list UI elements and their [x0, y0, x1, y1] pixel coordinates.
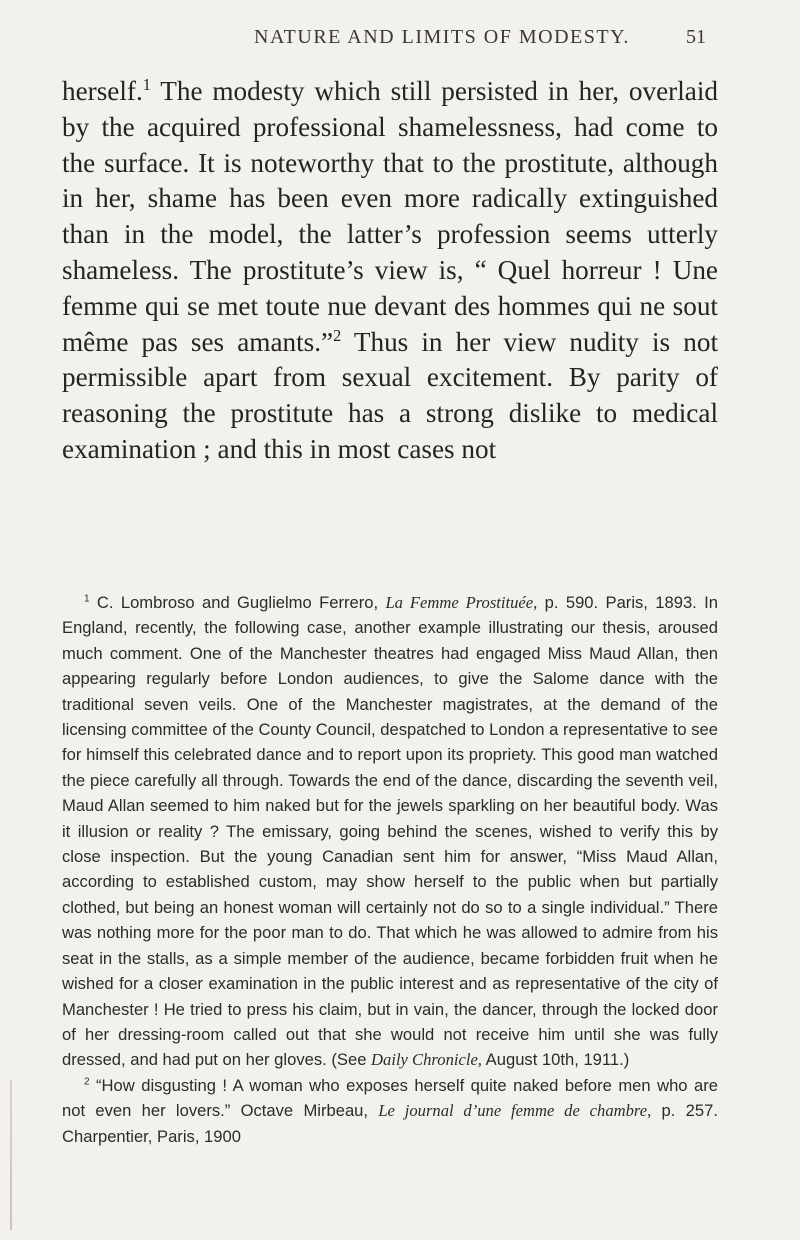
footnote-1-book-title: La Femme Prostituée,: [385, 593, 538, 612]
footnote-1-text-b: p. 590. Paris, 1893. In England, recently, the following case, another example illustrating our thesis, aroused much comment. One of the Manchester theatres had engaged Miss Maud Allan, then appearing regularly before London audiences, to give the Salome dance with the traditional seven veils. One of the Manchester magistrates, at the demand of the licensing committee of the County Council, despatched to London a representative to see for himself this celebrated dance and to report upon its propriety. This good man watched the piece carefully all through. Towards the end of the dance, discarding the seventh veil, Maud Allan seemed to him naked but for the jewels sparkling on her beautiful body. Was it illusion or reality ? The emissary, going behind the scenes, wished to verify this by close inspection. But the young Canadian sent him for answer, “Miss Maud Allan, according to established custom, may show herself to the public when but partially clothed, but being an honest woman will certainly not do so to a single individual.” There was nothing more for the poor man to do. That which he was allowed to admire from his seat in the stalls, as a simple member of the audience, became forbidden fruit when he wished for a closer examination in the public interest and as representative of the city of Manchester ! He tried to press his claim, but in vain, the dancer, through the locked door of her dressing-room called out that she would not receive him until she was fully dressed, and had put on her gloves. (See: [62, 593, 718, 1070]
footnote-1-mark: 1: [84, 593, 90, 605]
body-text-middle: The modesty which still persisted in her, overlaid by the acquired professional shamelessness, had come to the surface. It is noteworthy that to the prostitute, although in her, shame has been even more radically extinguished than in the model, the latter’s profession seems utterly shameless. The prostitute’s view is, “ Quel horreur ! Une femme qui se met toute nue devant des hommes qui ne sout même pas ses amants.”: [62, 76, 718, 357]
running-title: NATURE AND LIMITS OF MODESTY.: [254, 26, 630, 48]
footnote-2-text-a: “How disgusting ! A woman who exposes herself quite naked before men who are not even her lovers.” Octave Mirbeau,: [62, 1075, 718, 1121]
footnote-1: [62, 590, 718, 1073]
footnote-2: [62, 1073, 718, 1149]
footnote-1-text-a: C. Lombroso and Guglielmo Ferrero,: [89, 593, 386, 612]
body-text-start: herself.: [62, 76, 143, 106]
body-text-end: Thus in her view nudity is not permissible apart from sexual excitement. By parity of reasoning the prostitute has a strong dislike to medical examination ; and this in most cases not: [62, 326, 718, 464]
main-text: [62, 74, 718, 468]
page-edge-shadow: [10, 1080, 12, 1230]
page-number: 51: [686, 26, 706, 48]
footnote-ref-2: 2: [333, 325, 342, 345]
body-paragraph: [62, 74, 718, 468]
running-header: [140, 26, 706, 49]
footnotes: [62, 590, 718, 1149]
footnote-2-text-b: p. 257. Charpentier, Paris, 1900: [62, 1101, 718, 1146]
footnote-1-text-c: August 10th, 1911.): [481, 1050, 630, 1070]
footnote-2-mark: 2: [84, 1076, 90, 1088]
footnote-1-newspaper: Daily Chronicle,: [371, 1050, 482, 1070]
footnote-ref-1: 1: [142, 74, 151, 94]
footnote-2-book-title: Le journal d’une femme de chambre,: [378, 1101, 652, 1121]
